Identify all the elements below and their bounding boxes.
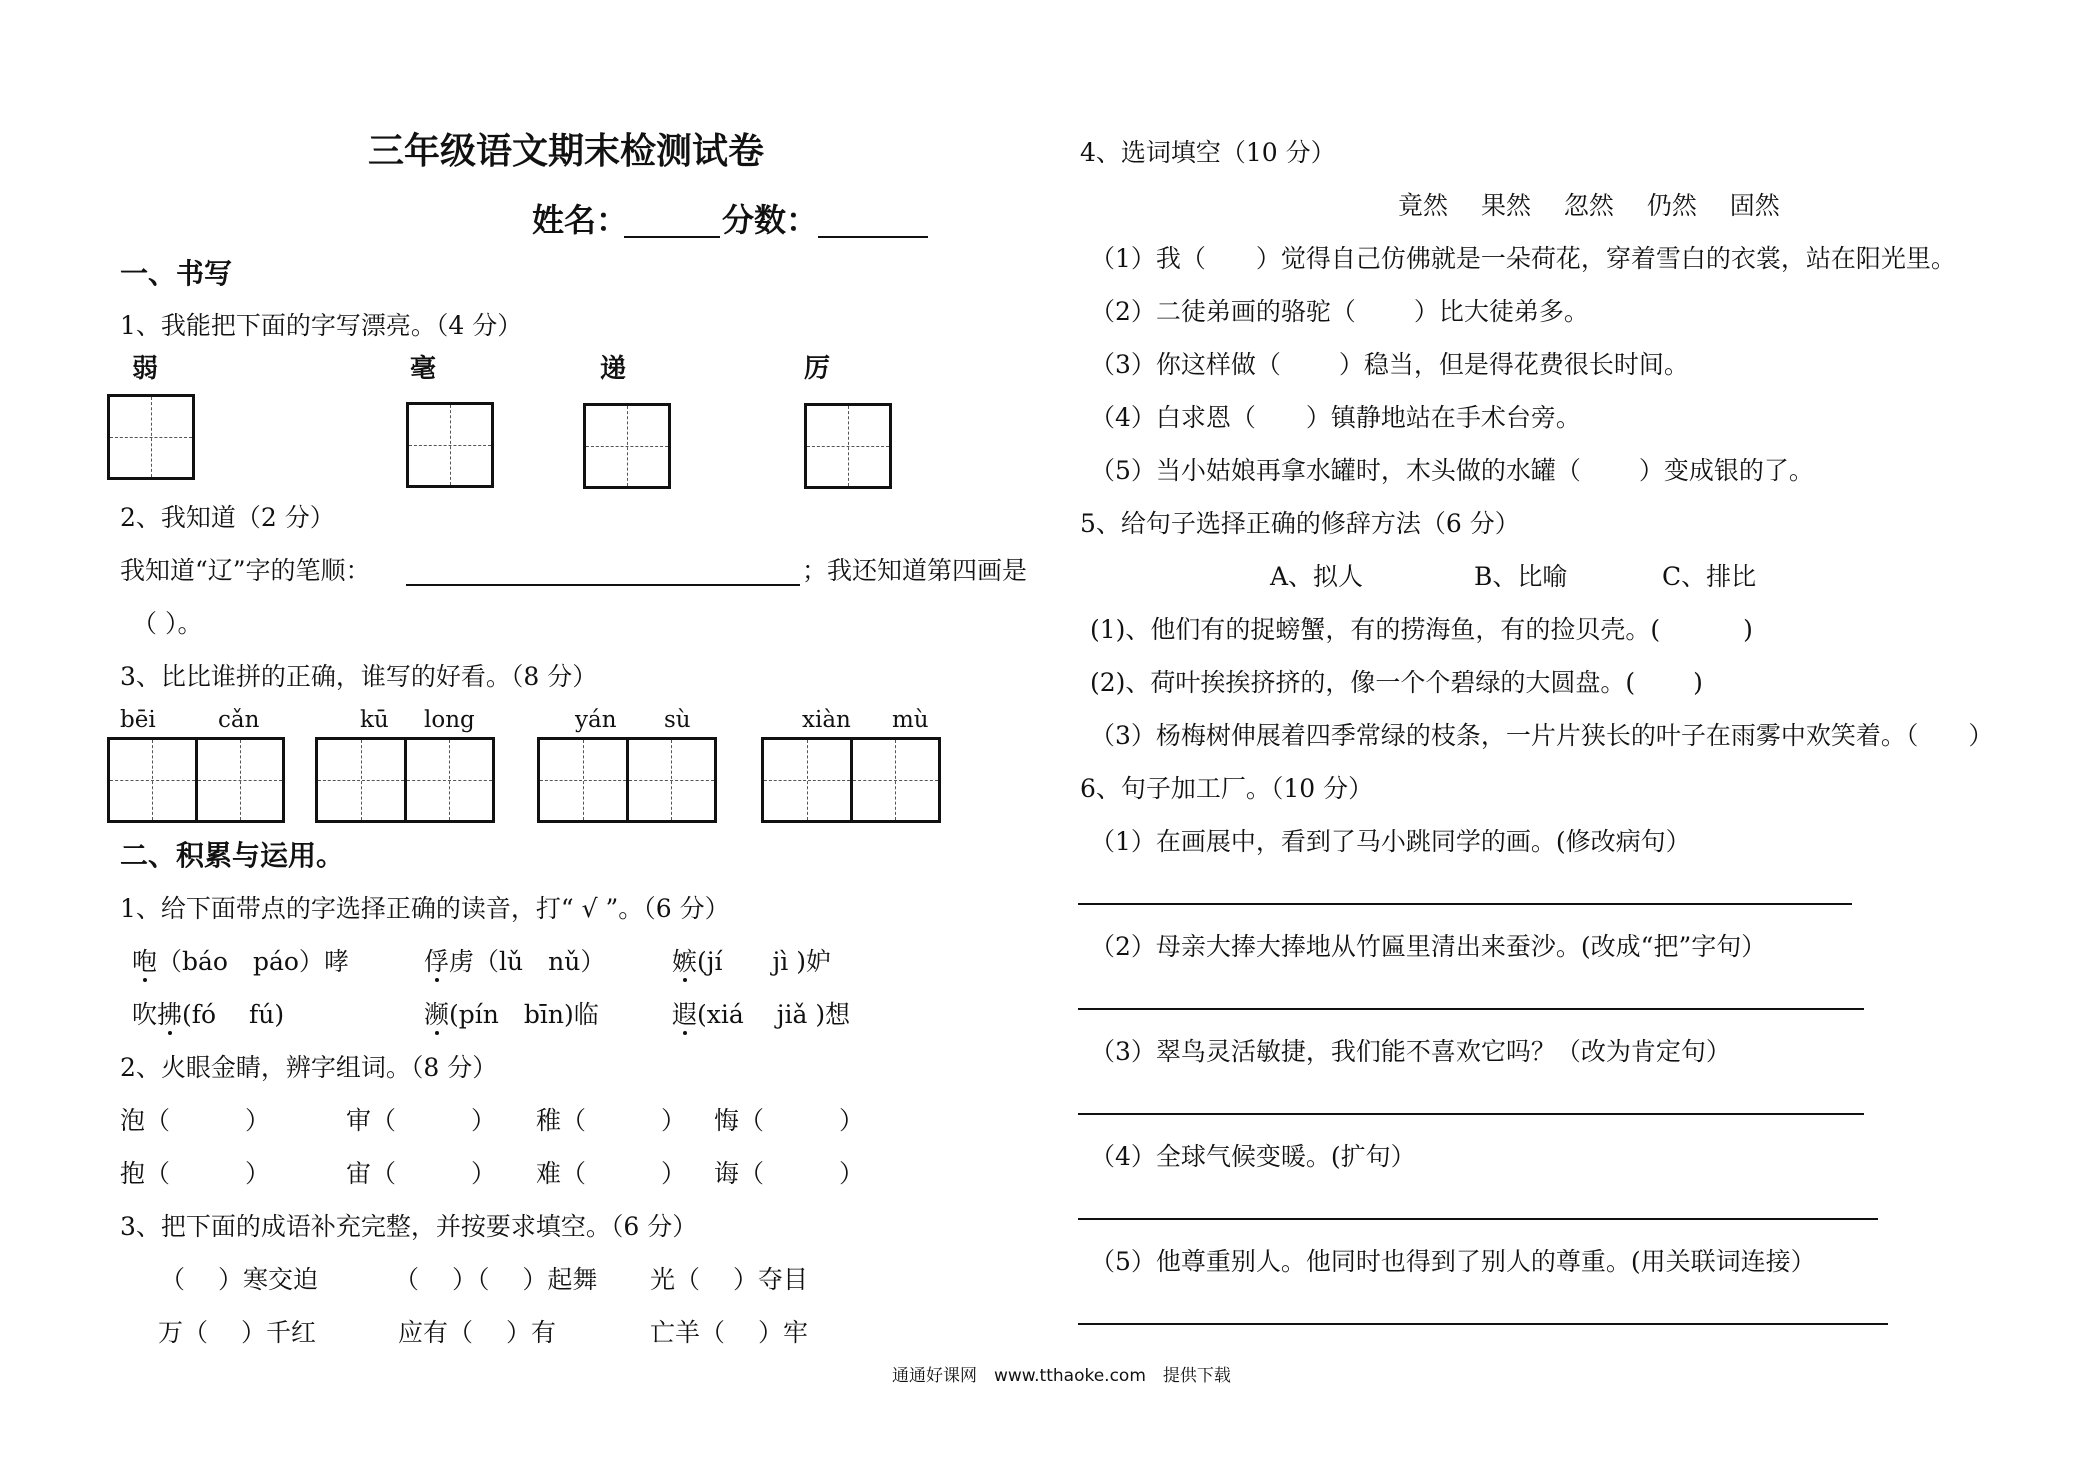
idiom-blank[interactable]: （ ）（ ）起舞 <box>394 1265 598 1294</box>
pronunciation-item: 俘虏（lǔ nǔ） <box>424 947 606 976</box>
sentence-task: （1）在画展中，看到了马小跳同学的画。(修改病句） <box>1090 827 1691 856</box>
stroke-order-blank[interactable] <box>406 584 800 586</box>
pinyin: yán <box>575 707 617 733</box>
score-blank[interactable] <box>818 236 928 238</box>
fourth-stroke-blank[interactable]: （ ）。 <box>132 609 203 638</box>
question-4: 4、选词填空（10 分） <box>1080 138 1336 167</box>
fill-word-item: （1）我（ ）觉得自己仿佛就是一朵荷花，穿着雪白的衣裳，站在阳光里。 <box>1090 244 1956 273</box>
question-1-3: 3、比比谁拼的正确，谁写的好看。（8 分） <box>120 662 598 691</box>
word-blank[interactable]: 宙（ ） <box>346 1159 497 1188</box>
word-blank[interactable]: 难（ ） <box>536 1159 687 1188</box>
word-blank[interactable]: 抱（ ） <box>120 1159 271 1188</box>
question-2-3: 3、把下面的成语补充完整，并按要求填空。（6 分） <box>120 1212 698 1241</box>
fourth-stroke-prompt: ；我还知道第四画是 <box>802 556 1028 585</box>
name-blank[interactable] <box>624 236 720 238</box>
footer-credit: 通通好课网 www.tthaoke.com 提供下载 <box>892 1366 1231 1386</box>
sentence-task: （3）翠鸟灵活敏捷，我们能不喜欢它吗？（改为肯定句） <box>1090 1037 1731 1066</box>
practice-char: 弱 <box>132 354 159 384</box>
fill-word-item: （3）你这样做（ ）稳当，但是得花费很长时间。 <box>1090 350 1689 379</box>
pronunciation-item: 吹拂(fó fú) <box>132 1000 285 1029</box>
question-5: 5、给句子选择正确的修辞方法（6 分） <box>1080 509 1520 538</box>
pinyin-writing-grid[interactable] <box>761 737 941 823</box>
writing-grid[interactable] <box>583 403 671 489</box>
sentence-task: （2）母亲大捧大捧地从竹匾里清出来蚕沙。(改成“把”字句） <box>1090 932 1767 961</box>
section-1-heading: 一、书写 <box>120 257 233 290</box>
word-blank[interactable]: 悔（ ） <box>714 1106 865 1135</box>
word-blank[interactable]: 审（ ） <box>346 1106 497 1135</box>
answer-line[interactable] <box>1078 903 1852 905</box>
section-2-heading: 二、积累与运用。 <box>120 839 345 872</box>
fill-word-item: （2）二徒弟画的骆驼（ ）比大徒弟多。 <box>1090 297 1589 326</box>
answer-line[interactable] <box>1078 1113 1864 1115</box>
pinyin: mù <box>892 707 929 733</box>
sentence-task: （5）他尊重别人。他同时也得到了别人的尊重。(用关联词连接） <box>1090 1247 1816 1276</box>
answer-line[interactable] <box>1078 1008 1864 1010</box>
pronunciation-item: 濒(pín bīn)临 <box>424 1000 599 1029</box>
question-2-2: 2、火眼金睛，辨字组词。（8 分） <box>120 1053 498 1082</box>
pinyin-writing-grid[interactable] <box>315 737 495 823</box>
pronunciation-item: 咆（báo páo）哮 <box>132 947 349 976</box>
pinyin: long <box>424 707 475 733</box>
idiom-blank[interactable]: 光（ ）夺目 <box>650 1265 808 1294</box>
idiom-blank[interactable]: （ ）寒交迫 <box>160 1265 318 1294</box>
writing-grid[interactable] <box>804 403 892 489</box>
pronunciation-item: 嫉(jí jì )妒 <box>672 947 831 976</box>
fill-word-item: （5）当小姑娘再拿水罐时，木头做的水罐（ ）变成银的了。 <box>1090 456 1814 485</box>
question-1-1: 1、我能把下面的字写漂亮。（4 分） <box>120 311 523 340</box>
idiom-blank[interactable]: 万（ ）千红 <box>158 1318 316 1347</box>
idiom-blank[interactable]: 亡羊（ ）牢 <box>650 1318 808 1347</box>
fill-word-item: （4）白求恩（ ）镇静地站在手术台旁。 <box>1090 403 1581 432</box>
rhetoric-option: A、拟人 <box>1270 562 1364 591</box>
pinyin-writing-grid[interactable] <box>537 737 717 823</box>
word-blank[interactable]: 稚（ ） <box>536 1106 687 1135</box>
question-2-1: 1、给下面带点的字选择正确的读音，打“ √ ”。（6 分） <box>120 894 730 923</box>
practice-char: 毫 <box>410 354 437 384</box>
practice-char: 递 <box>600 354 627 384</box>
pinyin: kū <box>360 707 389 733</box>
score-label: 分数： <box>722 201 819 239</box>
question-1-2: 2、我知道（2 分） <box>120 503 335 532</box>
idiom-blank[interactable]: 应有（ ）有 <box>398 1318 556 1347</box>
writing-grid[interactable] <box>406 402 494 488</box>
pinyin: xiàn <box>802 707 851 733</box>
writing-grid[interactable] <box>107 394 195 480</box>
rhetoric-item: (2)、荷叶挨挨挤挤的，像一个个碧绿的大圆盘。( ) <box>1090 668 1703 697</box>
word-bank: 竟然 果然 忽然 仍然 固然 <box>1398 191 1780 220</box>
pinyin-writing-grid[interactable] <box>107 737 285 823</box>
sentence-task: （4）全球气候变暖。(扩句） <box>1090 1142 1416 1171</box>
pinyin: sù <box>664 707 691 733</box>
practice-char: 厉 <box>804 354 831 384</box>
name-label: 姓名： <box>532 201 629 239</box>
word-blank[interactable]: 诲（ ） <box>714 1159 865 1188</box>
rhetoric-option: B、比喻 <box>1474 562 1568 591</box>
rhetoric-option: C、排比 <box>1662 562 1757 591</box>
stroke-order-prompt: 我知道“辽”字的笔顺： <box>120 556 371 585</box>
answer-line[interactable] <box>1078 1218 1878 1220</box>
pinyin: cǎn <box>218 707 260 733</box>
word-blank[interactable]: 泡（ ） <box>120 1106 271 1135</box>
answer-line[interactable] <box>1078 1323 1888 1325</box>
question-6: 6、句子加工厂。（10 分） <box>1080 774 1374 803</box>
pronunciation-item: 遐(xiá jiǎ )想 <box>672 1000 851 1029</box>
rhetoric-item: (1)、他们有的捉螃蟹，有的捞海鱼，有的捡贝壳。( ) <box>1090 615 1753 644</box>
pinyin: bēi <box>120 707 156 733</box>
page-title: 三年级语文期末检测试卷 <box>368 131 765 172</box>
rhetoric-item: （3）杨梅树伸展着四季常绿的枝条，一片片狭长的叶子在雨雾中欢笑着。（ ） <box>1090 721 1994 750</box>
